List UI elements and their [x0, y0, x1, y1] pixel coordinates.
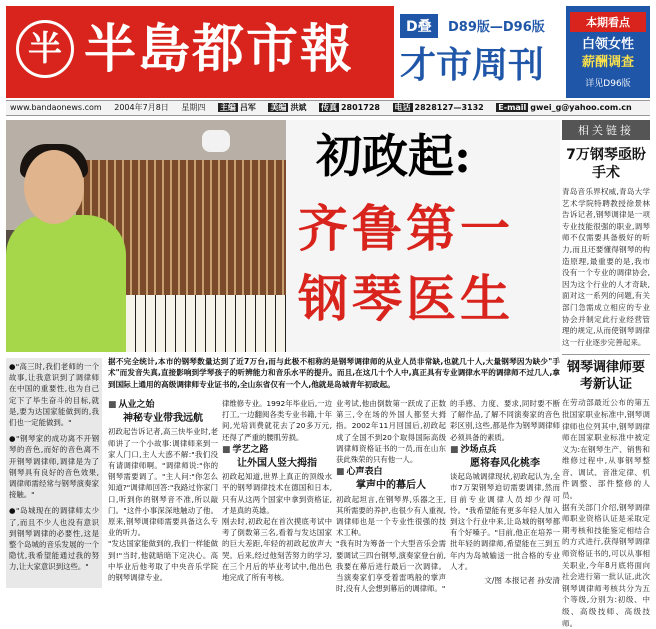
- section-heading: ■ 心声表白: [336, 467, 446, 478]
- paragraph: 的手感、力度、要求,同时要不断了解作品,了解不同演奏家的音色彩区别,这些,都是作为钢琴调律师必须具备的素质。: [450, 399, 560, 442]
- fax-number: 2801728: [340, 103, 380, 112]
- fax-label: 传真: [320, 103, 337, 112]
- email-address: gwei_g@yahoo.com.cn: [530, 103, 632, 112]
- paragraph: 初政起知道,世界上真正的顶级水平的钢琴调律技术在德国和日本,只有从这两个国家中拿到资格证,才是真的英雄。: [222, 472, 332, 515]
- paragraph: 初政起坦言,在钢琴界,乐器之王,其所需要的养护,也很少有人重视,调律师也是一个专业性很强的技术工种。: [336, 494, 446, 538]
- promo-box: [566, 6, 650, 98]
- paragraph: 初政起告诉记者,高三快毕业时,老师讲了一个小故事:调律师来到一家人门口,主人大惑不解:"我们没有请调律师啊。"调律师说:"你的钢琴需要调了。"主人问:"你怎么知道?"调律师回答:"我路过你家门口,听到你的钢琴音不准,所以敲门。"这件小事深深地触动了他。原来,钢琴调律师需要具备这么专业的听力。: [108, 427, 218, 538]
- weekly-title: 才市周刊: [400, 44, 545, 86]
- person-head: [24, 150, 84, 224]
- email-label: E-mail: [498, 103, 527, 112]
- paragraph: 刚去时,初政起在首次摸底考试中考了倒数第三名,看着与发达国家的巨大差距,年轻的初政起放声大哭。后来,经过他刻苦努力的学习,在三个月后的毕业考试中,他出色地完成了所有考核。: [222, 517, 332, 583]
- piano-keys: [106, 295, 286, 352]
- sidebar-title: 7万钢琴亟盼手术: [566, 147, 646, 181]
- editor-label: 主编: [219, 103, 236, 112]
- headline-name: 初政起:: [316, 129, 471, 183]
- quote-item: ●"岛城现在的调律师太少了,而且不少人也没有意识到钢琴调律的必要性,这是整个岛城的音乐发展的一个隐忧,我希望能通过我的努力,让大家意识到这些。": [9, 506, 99, 572]
- white-glove: [202, 130, 230, 152]
- promo-line1: 白领女性: [581, 37, 634, 52]
- masthead: [6, 6, 650, 98]
- quote-item: ●"钢琴家的成功离不开钢琴的音色,而好的音色离不开钢琴调律师,调律是为了钢琴具有良好的音色效果,调律师需经常与钢琴演奏家接触。": [9, 434, 99, 500]
- newspaper-name: 半島都市報: [84, 19, 355, 80]
- headline-line2: 钢琴医生: [298, 270, 514, 328]
- section-header: [394, 6, 566, 98]
- sidebar-body2: 在劳动部最近公布的第五批国家职业标准中,钢琴调律师也位列其中,钢琴调律师在国家职业标准中被定义为:在钢琴生产、销售和维修过程中,从事钢琴整音、调试、音准定律、机件调整、部件整修的人员。: [562, 398, 650, 501]
- newspaper-logo-icon: 半: [16, 20, 74, 78]
- byline: 文/图 本报记者 孙安清: [484, 576, 560, 586]
- article-column-1: [108, 398, 218, 588]
- section-subheading: 神秘专业带我远航: [123, 413, 203, 425]
- section-heading: ■ 学艺之路: [222, 445, 332, 456]
- designer-label: 美编: [270, 103, 287, 112]
- section-subheading: 让外国人竖大拇指: [237, 458, 317, 470]
- person-shirt: [6, 215, 126, 352]
- piano-tuner-photo: [6, 120, 286, 352]
- promo-note: 详见D96版: [585, 79, 631, 89]
- issue-date: 2004年7月8日: [114, 103, 169, 112]
- article-lede: 据不完全统计,本市的钢琴数量达到了近7万台,而与此极不相称的是钢琴调律师的从业人员非常缺,也就几十人,大量钢琴因为缺少"手术"而发音失真,直接影响到学琴孩子的听辨能力和音乐水平的提升。而且,在这几十个人中,真正具有专业调律水平的调律师不过几人,拿到国际上通用的高级调律师专业证书的,全山东省仅有一个人,他就是岛城青年初政起。: [108, 357, 560, 389]
- paragraph: 业考试,他由倒数第一跃成了正数第三,令在场的外国人都竖大拇指。2002年11月回国后,初政起成了全国不到20个取得国际高级调律师资格证书的一员,而在山东获此殊荣的只有他一人。: [336, 399, 446, 465]
- section-heading: ■ 从业之始: [108, 400, 218, 411]
- phone-label: 电话: [394, 103, 411, 112]
- quote-box: [6, 358, 102, 588]
- quote-item: ●"高三时,我们老师的一个故事,让我意识到了调律师在中国的重要性,也为自己定下了毕生奋斗的目标,就是,要为达国家能做到的,我们也一定能做到。": [9, 362, 99, 428]
- article-column-4: [450, 398, 560, 588]
- section-tag: D叠: [400, 14, 438, 38]
- masthead-brand: [6, 6, 394, 98]
- headline-line1: 齐鲁第一: [298, 200, 514, 258]
- paragraph: 谈起岛城调律现状,初政起认为,全市7万架钢琴迫切需要调律,然而目前专业调律人员却少得可怜。"我希望能有更多年轻人加入到这个行业中来,让岛城的钢琴都有个好嗓子。"目前,他正在培养一批年轻的调律师,希望能在三到五年内为岛城输送一批合格的专业人才。: [450, 472, 560, 571]
- related-links-tag: 相关链接: [562, 120, 650, 140]
- paragraph: "发达国家能做到的,我们一样能做到!"当时,他就暗暗下定决心。高中毕业后他考取了中央音乐学院的钢琴调律专业。: [108, 539, 218, 583]
- section-subheading: 掌声中的幕后人: [356, 480, 426, 492]
- headline-area: [286, 120, 560, 352]
- info-bar: [6, 100, 650, 116]
- sidebar-body3: 据有关部门介绍,钢琴调律师职业资格认证是采取定期考核和技能鉴定相结合的方式进行,获得钢琴调律师资格证书的,可以从事相关职业,今年8月底将面向社会进行第一批认证,此次钢琴调律师考核共分为五个等级,分别为:初级、中级、高级技师、高级技师。: [562, 502, 650, 628]
- weekday: 星期四: [181, 103, 206, 112]
- promo-line2: 薪酬调查: [581, 55, 634, 70]
- related-links-sidebar: [562, 120, 650, 628]
- sidebar-title2: 钢琴调律师要考新认证: [562, 354, 650, 393]
- website: www.bandaonews.com: [10, 103, 102, 112]
- editor-name: 吕军: [239, 103, 256, 112]
- section-subheading: 愿将春风化桃李: [470, 458, 540, 470]
- paragraph: "我有时为筹备一个大型音乐会需要调试三四台钢琴,演奏家登台前,我要在幕后进行最后一次调律。当演奏家们享受着雷鸣般的掌声时,没有人会想到幕后的调律师。": [336, 539, 446, 594]
- article-column-2: [222, 398, 332, 588]
- paragraph: 律维修专业。1992年毕业后,一边打工,一边翻阅各类专业书籍,十年间,光培训费就花去了20多万元,还得了严重的腰肌劳损。: [222, 399, 332, 442]
- designer-name: 洪斌: [290, 103, 307, 112]
- section-heading: ■ 沙场点兵: [450, 445, 560, 456]
- phone-number: 2828127—3132: [414, 103, 484, 112]
- promo-tag: 本期看点: [570, 12, 646, 32]
- article-column-3: [336, 398, 446, 594]
- section-range: D89版—D96版: [448, 20, 545, 35]
- sidebar-body: 青岛音乐界权威,青岛大学艺术学院特聘教授徐景林告诉记者,钢琴调律是一项专业技能很强的职业,调琴师不仅需要具备极好的听力,而且还要懂得钢琴的构造原理,最重要的是,我市没有一个专业的调律协会,因为这个行业的人才奇缺,面对这一系列的问题,有关部门急需成立相应的专业协会并制定此行业经营管理的规定,从而使钢琴调律这一行业逐步完善起来。: [562, 187, 650, 347]
